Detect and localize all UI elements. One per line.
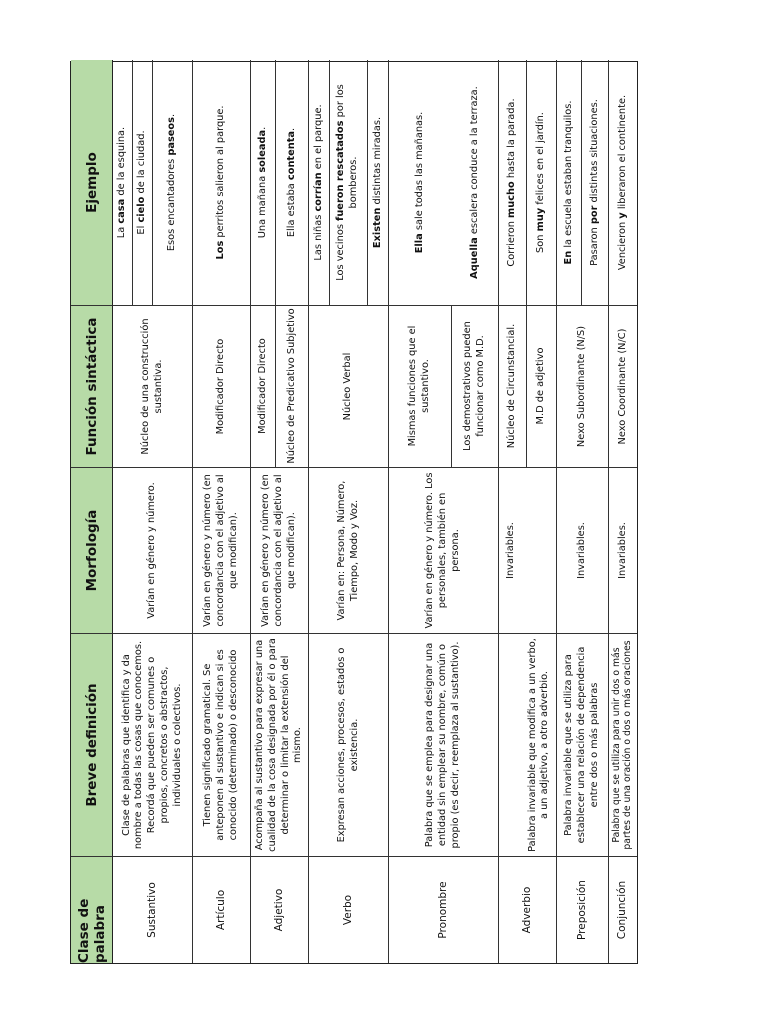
header-definicion: Breve definición [71, 633, 113, 856]
cell-ejemplo [499, 60, 556, 305]
example-line: Esos encantadores paseos. [166, 113, 178, 252]
cell-funcion [251, 305, 308, 467]
cell-clase: Adjetivo [251, 856, 308, 963]
cell-clase: Adverbio [499, 856, 556, 963]
cell-funcion: Nexo Coordinante (N/C) [609, 305, 637, 467]
example-line: La casa de la esquina. [116, 126, 128, 239]
cell-morfologia: Varían en género y número (en concordancia con el adjetivo al que modifican). [251, 467, 308, 633]
cell-definicion: Tienen significado gramatical. Se anteponen al sustantivo e indican si es conocido (determinado) o desconocido [193, 633, 250, 856]
example-line: Una mañana soleada. [256, 126, 268, 239]
example-line: Ella sale todas las mañanas. [413, 111, 425, 254]
funcion-line: M.D de adjetivo [535, 347, 547, 425]
funcion-line: Mismas funciones que el sustantivo. [407, 325, 431, 447]
cell-clase: Conjunción [609, 856, 637, 963]
cell-funcion: Núcleo Verbal [309, 305, 388, 467]
example-line: Los vecinos fueron rescatados por los bomberos. [335, 84, 359, 281]
table-row-pronombre [389, 60, 499, 963]
rotated-page [70, 61, 638, 964]
example-line: Ella estaba contenta. [285, 127, 297, 238]
cell-morfologia: Invariables. [557, 467, 608, 633]
cell-morfologia: Invariables. [499, 467, 556, 633]
example-line: Pasaron por distintas situaciones. [588, 99, 600, 266]
funcion-line: Núcleo de Predicativo Subjetivo [285, 308, 297, 464]
cell-morfologia: Invariables. [609, 467, 637, 633]
cell-clase: Verbo [309, 856, 388, 963]
cell-funcion: Modificador Directo [193, 305, 250, 467]
cell-ejemplo: Vencieron y liberaron el continente. [616, 94, 628, 271]
cell-definicion: Expresan acciones, procesos, estados o existencia. [309, 633, 388, 856]
cell-morfologia: Varían en género y número (en concordancia con el adjetivo al que modifican). [193, 467, 250, 633]
header-clase: Clase de palabra [71, 856, 113, 963]
header-morfologia: Morfología [71, 467, 113, 633]
example-line: Aquella escalera conduce a la terraza. [468, 86, 480, 279]
cell-ejemplo: Los perritos salieron al parque. [215, 105, 227, 260]
table-row-conjuncion [609, 60, 637, 963]
cell-clase: Sustantivo [113, 856, 192, 963]
example-line: Las niñas corrían en el parque. [312, 104, 324, 261]
table-row-articulo [193, 60, 251, 963]
cell-funcion [499, 305, 556, 467]
table-row-adverbio [499, 60, 557, 963]
cell-morfologia: Varían en: Persona, Número, Tiempo, Modo y Voz. [309, 467, 388, 633]
example-line: Existen distintas miradas. [371, 116, 383, 249]
example-line: El cielo de la ciudad. [135, 130, 147, 235]
cell-definicion: Clase de palabras que identifica y da nombre a todas las cosas que conocemos. Recordá que pueden ser comunes o propios, concretos o abstractos, individuales o colectivos. [113, 633, 192, 856]
cell-definicion: Palabra invariable que se utiliza para establecer una relación de dependencia entre dos o más palabras [557, 633, 608, 856]
cell-funcion: Núcleo de una construcción sustantiva. [113, 305, 192, 467]
header-ejemplo: Ejemplo [71, 60, 113, 305]
cell-ejemplo [389, 60, 498, 305]
funcion-line: Modificador Directo [256, 338, 268, 434]
table-row-verbo [309, 60, 389, 963]
cell-morfologia: Varían en género y número. [113, 467, 192, 633]
example-line: En la escuela estaban tranquilos. [562, 100, 574, 265]
cell-ejemplo [309, 60, 388, 305]
table-row-sustantivo [113, 60, 193, 963]
cell-definicion: Palabra que se utiliza para unir dos o más partes de una oración o dos o más oraciones [609, 633, 637, 856]
table-row-preposicion [557, 60, 609, 963]
cell-ejemplo [557, 60, 608, 305]
cell-clase: Pronombre [389, 856, 498, 963]
cell-definicion: Palabra invariable que modifica a un verbo, a un adjetivo, a otro adverbio. [499, 633, 556, 856]
funcion-line: Los demostrativos pueden funcionar como M.D. [462, 321, 486, 451]
cell-ejemplo [251, 60, 308, 305]
word-class-table [70, 61, 638, 964]
header-funcion: Función sintáctica [71, 305, 113, 467]
cell-definicion: Palabra que se emplea para designar una entidad sin emplear su nombre, común o propio (es decir, reemplaza al sustantivo). [389, 633, 498, 856]
example-line: Corrieron mucho hasta la parada. [506, 98, 518, 267]
funcion-line: Núcleo de Circunstancial. [506, 323, 518, 449]
cell-definicion: Acompaña al sustantivo para expresar una cualidad de la cosa designada por él o para determinar o limitar la extensión del mismo. [251, 633, 308, 856]
example-line: Son muy felices en el jardín. [535, 112, 547, 253]
cell-funcion [389, 305, 498, 467]
cell-morfologia: Varían en género y número. Los personales, también en persona. [389, 467, 498, 633]
cell-clase: Artículo [193, 856, 250, 963]
cell-funcion: Nexo Subordinante (N/S) [557, 305, 608, 467]
cell-ejemplo [113, 60, 192, 305]
cell-clase: Preposición [557, 856, 608, 963]
table-row-adjetivo [251, 60, 309, 963]
